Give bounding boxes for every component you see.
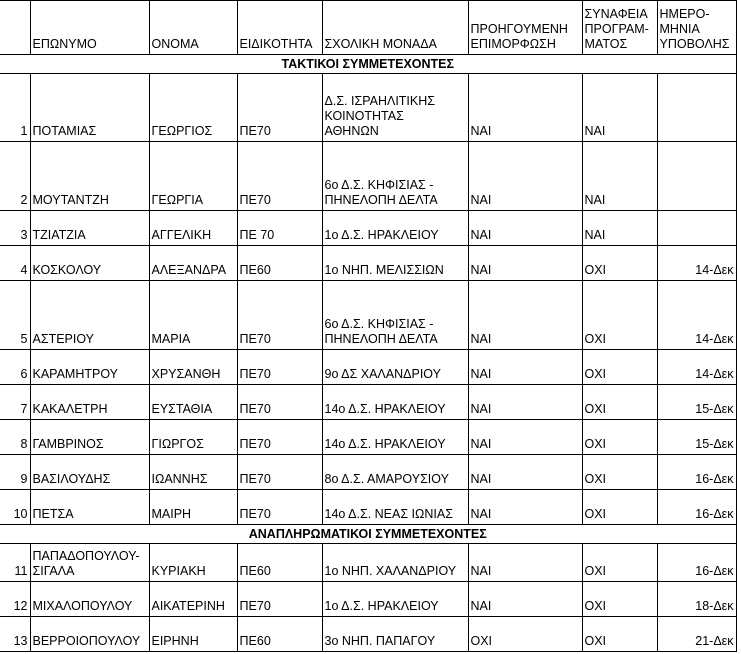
- school-cell: 1ο ΝΗΠ. ΜΕΛΙΣΣΙΩΝ: [322, 246, 468, 281]
- surname-cell: ΚΑΡΑΜΗΤΡΟΥ: [30, 350, 149, 385]
- submission-date-cell: [657, 74, 736, 142]
- row-number: 10: [0, 490, 30, 525]
- name-cell: ΓΕΩΡΓΙΑ: [149, 142, 237, 211]
- specialty-cell: ΠΕ70: [237, 350, 322, 385]
- table-row: [0, 420, 736, 455]
- specialty-cell: ΠΕ70: [237, 142, 322, 211]
- prior-training-cell: ΝΑΙ: [468, 582, 582, 617]
- school-cell: 1ο Δ.Σ. ΗΡΑΚΛΕΙΟΥ: [322, 211, 468, 246]
- name-cell: ΑΛΕΞΑΝΔΡΑ: [149, 246, 237, 281]
- surname-cell: ΓΑΜΒΡΙΝΟΣ: [30, 420, 149, 455]
- table-row: [0, 617, 736, 652]
- specialty-cell: ΠΕ70: [237, 420, 322, 455]
- section-title: ΤΑΚΤΙΚΟΙ ΣΥΜΜΕΤΕΧΟΝΤΕΣ: [0, 55, 736, 74]
- table-row: [0, 281, 736, 350]
- related-program-cell: ΝΑΙ: [582, 74, 657, 142]
- school-cell: 6ο Δ.Σ. ΚΗΦΙΣΙΑΣ - ΠΗΝΕΛΟΠΗ ΔΕΛΤΑ: [322, 281, 468, 350]
- prior-training-cell: ΝΑΙ: [468, 420, 582, 455]
- related-program-cell: ΟΧΙ: [582, 617, 657, 652]
- school-cell: Δ.Σ. ΙΣΡΑΗΛΙΤΙΚΗΣ ΚΟΙΝΟΤΗΤΑΣ ΑΘΗΝΩΝ: [322, 74, 468, 142]
- specialty-cell: ΠΕ70: [237, 490, 322, 525]
- section-title: ΑΝΑΠΛΗΡΩΜΑΤΙΚΟΙ ΣΥΜΜΕΤΕΧΟΝΤΕΣ: [0, 525, 736, 544]
- school-cell: 8ο Δ.Σ. ΑΜΑΡΟΥΣΙΟΥ: [322, 455, 468, 490]
- submission-date-cell: 16-Δεκ: [657, 490, 736, 525]
- related-program-cell: ΟΧΙ: [582, 544, 657, 582]
- related-program-cell: ΟΧΙ: [582, 420, 657, 455]
- related-program-cell: ΟΧΙ: [582, 281, 657, 350]
- header-submission-date: ΗΜΕΡΟ- ΜΗΝΙΑ ΥΠΟΒΟΛΗΣ: [657, 1, 736, 55]
- related-program-cell: ΟΧΙ: [582, 582, 657, 617]
- table-row: [0, 74, 736, 142]
- row-number: 3: [0, 211, 30, 246]
- row-number: 13: [0, 617, 30, 652]
- name-cell: ΕΥΣΤΑΘΙΑ: [149, 385, 237, 420]
- surname-cell: ΒΑΣΙΛΟΥΔΗΣ: [30, 455, 149, 490]
- header-row: [0, 1, 736, 55]
- school-cell: 3ο ΝΗΠ. ΠΑΠΑΓΟΥ: [322, 617, 468, 652]
- submission-date-cell: [657, 211, 736, 246]
- submission-date-cell: 14-Δεκ: [657, 350, 736, 385]
- name-cell: ΓΕΩΡΓΙΟΣ: [149, 74, 237, 142]
- row-number: 4: [0, 246, 30, 281]
- section-header: [0, 525, 736, 544]
- submission-date-cell: 15-Δεκ: [657, 420, 736, 455]
- school-cell: 1ο ΝΗΠ. ΧΑΛΑΝΔΡΙΟΥ: [322, 544, 468, 582]
- header-number: [0, 1, 30, 55]
- name-cell: ΑΙΚΑΤΕΡΙΝΗ: [149, 582, 237, 617]
- table-row: [0, 582, 736, 617]
- name-cell: ΚΥΡΙΑΚΗ: [149, 544, 237, 582]
- specialty-cell: ΠΕ60: [237, 246, 322, 281]
- related-program-cell: ΝΑΙ: [582, 211, 657, 246]
- surname-cell: ΚΑΚΑΛΕΤΡΗ: [30, 385, 149, 420]
- specialty-cell: ΠΕ 70: [237, 211, 322, 246]
- school-cell: 14ο Δ.Σ. ΝΕΑΣ ΙΩΝΙΑΣ: [322, 490, 468, 525]
- school-cell: 14ο Δ.Σ. ΗΡΑΚΛΕΙΟΥ: [322, 385, 468, 420]
- prior-training-cell: ΝΑΙ: [468, 385, 582, 420]
- specialty-cell: ΠΕ70: [237, 74, 322, 142]
- header-related-program: ΣΥΝΑΦΕΙΑ ΠΡΟΓΡΑΜ- ΜΑΤΟΣ: [582, 1, 657, 55]
- name-cell: ΜΑΡΙΑ: [149, 281, 237, 350]
- surname-cell: ΚΟΣΚΟΛΟΥ: [30, 246, 149, 281]
- row-number: 5: [0, 281, 30, 350]
- name-cell: ΓΙΩΡΓΟΣ: [149, 420, 237, 455]
- related-program-cell: ΟΧΙ: [582, 246, 657, 281]
- row-number: 11: [0, 544, 30, 582]
- row-number: 9: [0, 455, 30, 490]
- specialty-cell: ΠΕ70: [237, 281, 322, 350]
- school-cell: 1ο Δ.Σ. ΗΡΑΚΛΕΙΟΥ: [322, 582, 468, 617]
- header-school: ΣΧΟΛΙΚΗ ΜΟΝΑΔΑ: [322, 1, 468, 55]
- table-row: [0, 142, 736, 211]
- prior-training-cell: ΝΑΙ: [468, 74, 582, 142]
- related-program-cell: ΟΧΙ: [582, 385, 657, 420]
- table-row: [0, 544, 736, 582]
- prior-training-cell: ΝΑΙ: [468, 490, 582, 525]
- specialty-cell: ΠΕ60: [237, 544, 322, 582]
- surname-cell: ΤΖΙΑΤΖΙΑ: [30, 211, 149, 246]
- prior-training-cell: ΝΑΙ: [468, 544, 582, 582]
- specialty-cell: ΠΕ70: [237, 455, 322, 490]
- name-cell: ΕΙΡΗΝΗ: [149, 617, 237, 652]
- submission-date-cell: [657, 142, 736, 211]
- row-number: 2: [0, 142, 30, 211]
- surname-cell: ΠΑΠΑΔΟΠΟΥΛΟΥ- ΣΙΓΑΛΑ: [30, 544, 149, 582]
- table-row: [0, 246, 736, 281]
- prior-training-cell: ΟΧΙ: [468, 617, 582, 652]
- table-row: [0, 455, 736, 490]
- row-number: 12: [0, 582, 30, 617]
- related-program-cell: ΟΧΙ: [582, 455, 657, 490]
- surname-cell: ΜΟΥΤΑΝΤΖΗ: [30, 142, 149, 211]
- prior-training-cell: ΝΑΙ: [468, 281, 582, 350]
- header-prior-training: ΠΡΟΗΓΟΥΜΕΝΗ ΕΠΙΜΟΡΦΩΣΗ: [468, 1, 582, 55]
- row-number: 8: [0, 420, 30, 455]
- name-cell: ΙΩΑΝΝΗΣ: [149, 455, 237, 490]
- specialty-cell: ΠΕ70: [237, 385, 322, 420]
- school-cell: 14ο Δ.Σ. ΗΡΑΚΛΕΙΟΥ: [322, 420, 468, 455]
- name-cell: ΜΑΙΡΗ: [149, 490, 237, 525]
- prior-training-cell: ΝΑΙ: [468, 350, 582, 385]
- surname-cell: ΠΟΤΑΜΙΑΣ: [30, 74, 149, 142]
- prior-training-cell: ΝΑΙ: [468, 211, 582, 246]
- header-name: ΟΝΟΜΑ: [149, 1, 237, 55]
- submission-date-cell: 16-Δεκ: [657, 544, 736, 582]
- prior-training-cell: ΝΑΙ: [468, 246, 582, 281]
- submission-date-cell: 14-Δεκ: [657, 246, 736, 281]
- surname-cell: ΠΕΤΣΑ: [30, 490, 149, 525]
- submission-date-cell: 15-Δεκ: [657, 385, 736, 420]
- related-program-cell: ΟΧΙ: [582, 350, 657, 385]
- row-number: 6: [0, 350, 30, 385]
- surname-cell: ΑΣΤΕΡΙΟΥ: [30, 281, 149, 350]
- school-cell: 6ο Δ.Σ. ΚΗΦΙΣΙΑΣ - ΠΗΝΕΛΟΠΗ ΔΕΛΤΑ: [322, 142, 468, 211]
- header-surname: ΕΠΩΝΥΜΟ: [30, 1, 149, 55]
- table-row: [0, 385, 736, 420]
- related-program-cell: ΟΧΙ: [582, 490, 657, 525]
- specialty-cell: ΠΕ70: [237, 582, 322, 617]
- specialty-cell: ΠΕ60: [237, 617, 322, 652]
- row-number: 1: [0, 74, 30, 142]
- table-row: [0, 350, 736, 385]
- table-row: [0, 490, 736, 525]
- header-specialty: ΕΙΔΙΚΟΤΗΤΑ: [237, 1, 322, 55]
- surname-cell: ΜΙΧΑΛΟΠΟΥΛΟΥ: [30, 582, 149, 617]
- submission-date-cell: 14-Δεκ: [657, 281, 736, 350]
- school-cell: 9ο ΔΣ ΧΑΛΑΝΔΡΙΟΥ: [322, 350, 468, 385]
- name-cell: ΑΓΓΕΛΙΚΗ: [149, 211, 237, 246]
- related-program-cell: ΝΑΙ: [582, 142, 657, 211]
- submission-date-cell: 16-Δεκ: [657, 455, 736, 490]
- row-number: 7: [0, 385, 30, 420]
- prior-training-cell: ΝΑΙ: [468, 455, 582, 490]
- surname-cell: ΒΕΡΡΟΙΟΠΟΥΛΟΥ: [30, 617, 149, 652]
- name-cell: ΧΡΥΣΑΝΘΗ: [149, 350, 237, 385]
- section-header: [0, 55, 736, 74]
- submission-date-cell: 21-Δεκ: [657, 617, 736, 652]
- submission-date-cell: 18-Δεκ: [657, 582, 736, 617]
- prior-training-cell: ΝΑΙ: [468, 142, 582, 211]
- table-row: [0, 211, 736, 246]
